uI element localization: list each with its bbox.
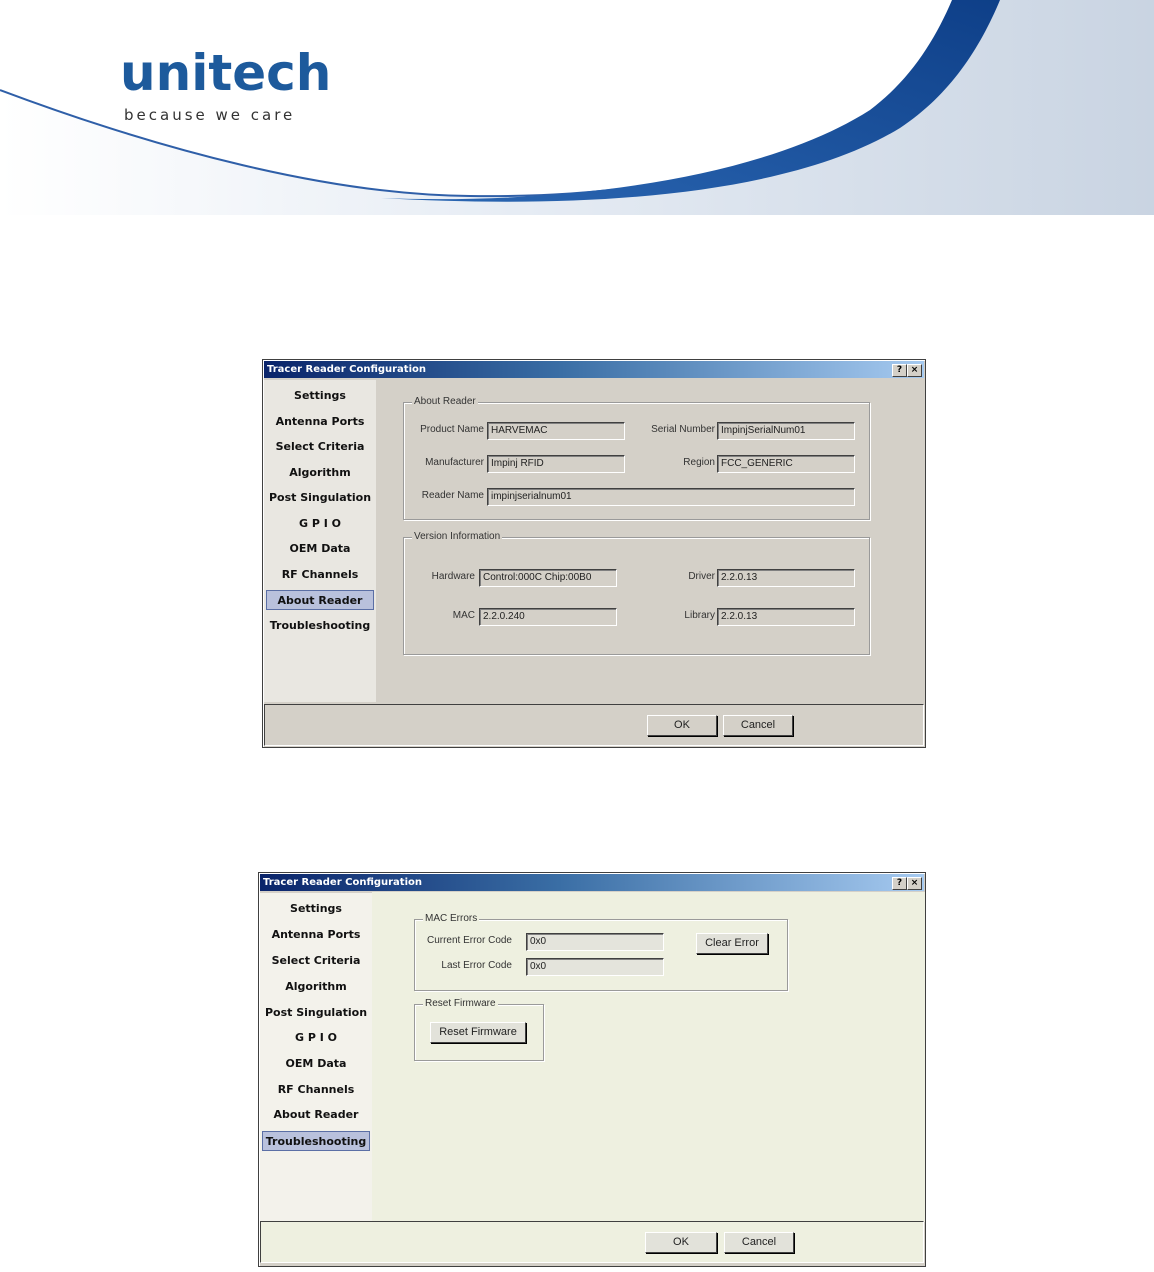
nav-item-select-criteria[interactable]: Select Criteria — [275, 440, 365, 453]
dialog-title: Tracer Reader Configuration — [263, 877, 423, 888]
ok-button[interactable]: OK — [645, 1232, 717, 1253]
reset-firmware-group-label: Reset Firmware — [425, 998, 496, 1009]
dialog-titlebar[interactable] — [264, 361, 924, 378]
nav-item-settings[interactable]: Settings — [290, 902, 342, 915]
nav-item-troubleshooting[interactable]: Troubleshooting — [269, 619, 371, 632]
brand-tagline: because we care — [124, 106, 296, 124]
nav-item-troubleshooting[interactable]: Troubleshooting — [262, 1131, 370, 1151]
close-button[interactable]: × — [907, 364, 922, 377]
nav-sidebar — [260, 893, 372, 1223]
nav-item-gpio[interactable]: G P I O — [298, 517, 342, 530]
library-field[interactable]: 2.2.0.13 — [717, 608, 855, 626]
nav-item-select-criteria[interactable]: Select Criteria — [271, 954, 361, 967]
cancel-button[interactable]: Cancel — [723, 715, 793, 736]
nav-item-rf-channels[interactable]: RF Channels — [277, 1083, 355, 1096]
driver-field[interactable]: 2.2.0.13 — [717, 569, 855, 587]
nav-item-post-singulation[interactable]: Post Singulation — [264, 1006, 368, 1019]
product-name-label: Product Name — [420, 424, 484, 435]
mac-errors-group — [414, 913, 788, 991]
nav-item-antenna-ports[interactable]: Antenna Ports — [271, 928, 361, 941]
mac-field[interactable]: 2.2.0.240 — [479, 608, 617, 626]
manufacturer-label: Manufacturer — [425, 457, 484, 468]
library-label: Library — [684, 610, 715, 621]
driver-label: Driver — [688, 571, 715, 582]
nav-item-algorithm[interactable]: Algorithm — [285, 980, 347, 993]
close-button[interactable]: × — [907, 877, 922, 890]
dialog-about-reader — [262, 359, 926, 748]
hardware-label: Hardware — [431, 571, 475, 582]
about-reader-group-label: About Reader — [414, 396, 476, 407]
dialog-footer — [260, 1221, 924, 1263]
serial-number-label: Serial Number — [651, 424, 715, 435]
brand-logo: unitech — [120, 44, 332, 102]
help-button[interactable]: ? — [892, 364, 907, 377]
help-button[interactable]: ? — [892, 877, 907, 890]
nav-item-about-reader[interactable]: About Reader — [266, 590, 374, 610]
nav-item-settings[interactable]: Settings — [294, 389, 346, 402]
cancel-button[interactable]: Cancel — [724, 1232, 794, 1253]
nav-item-about-reader[interactable]: About Reader — [273, 1108, 359, 1121]
page-header — [0, 0, 1154, 215]
mac-label: MAC — [452, 610, 475, 621]
dialog-title: Tracer Reader Configuration — [267, 364, 427, 375]
current-error-code-label: Current Error Code — [426, 935, 512, 946]
hardware-field[interactable]: Control:000C Chip:00B0 — [479, 569, 617, 587]
last-error-code-field[interactable]: 0x0 — [526, 958, 664, 976]
dialog-footer — [264, 704, 924, 746]
last-error-code-label: Last Error Code — [441, 960, 512, 971]
version-info-group-label: Version Information — [414, 531, 501, 542]
nav-item-oem-data[interactable]: OEM Data — [289, 542, 351, 555]
nav-item-gpio[interactable]: G P I O — [294, 1031, 338, 1044]
nav-sidebar — [264, 380, 376, 702]
reader-name-label: Reader Name — [421, 490, 484, 501]
nav-item-rf-channels[interactable]: RF Channels — [281, 568, 359, 581]
nav-item-antenna-ports[interactable]: Antenna Ports — [275, 415, 365, 428]
manufacturer-field[interactable]: Impinj RFID — [487, 455, 625, 473]
reset-firmware-button[interactable]: Reset Firmware — [430, 1022, 526, 1043]
current-error-code-field[interactable]: 0x0 — [526, 933, 664, 951]
nav-item-oem-data[interactable]: OEM Data — [285, 1057, 347, 1070]
region-field[interactable]: FCC_GENERIC — [717, 455, 855, 473]
version-info-group — [403, 531, 870, 655]
mac-errors-group-label: MAC Errors — [425, 913, 478, 924]
dialog-titlebar[interactable] — [260, 874, 924, 891]
region-label: Region — [683, 457, 715, 468]
nav-item-post-singulation[interactable]: Post Singulation — [268, 491, 372, 504]
serial-number-field[interactable]: ImpinjSerialNum01 — [717, 422, 855, 440]
dialog-troubleshooting — [258, 872, 926, 1267]
clear-error-button[interactable]: Clear Error — [696, 933, 768, 954]
product-name-field[interactable]: HARVEMAC — [487, 422, 625, 440]
reader-name-field[interactable]: impinjserialnum01 — [487, 488, 855, 506]
nav-item-algorithm[interactable]: Algorithm — [289, 466, 351, 479]
ok-button[interactable]: OK — [647, 715, 717, 736]
